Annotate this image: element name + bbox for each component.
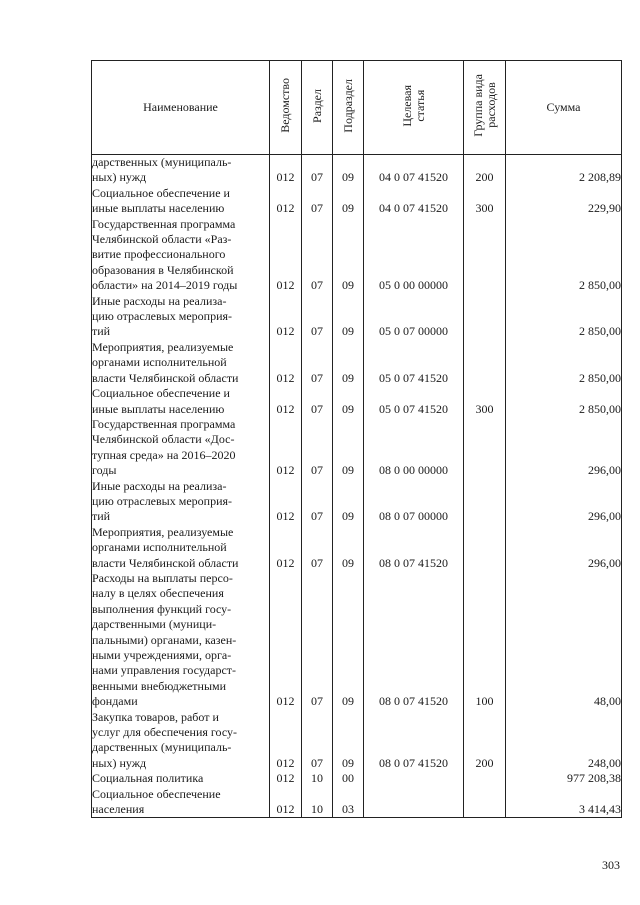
row-name [92, 155, 270, 186]
row-name-line: цию отраслевых мероприя- [92, 493, 233, 508]
row-name-line: услуг для обеспечения госу- [92, 725, 238, 740]
row-subsection: 09 [333, 386, 364, 417]
row-name-line: Челябинской области «Раз- [92, 232, 232, 247]
row-group [464, 787, 506, 818]
row-dept: 012 [270, 787, 302, 818]
budget-table [91, 60, 622, 818]
row-sum: 296,00 [506, 417, 622, 479]
row-name-line: ных) нужд [92, 755, 147, 770]
row-group: 100 [464, 571, 506, 710]
page-number: 303 [602, 858, 620, 872]
row-dept: 012 [270, 710, 302, 772]
row-section: 07 [302, 340, 333, 386]
row-target: 04 0 07 41520 [364, 155, 464, 186]
table-row [92, 479, 622, 525]
row-group [464, 771, 506, 786]
row-name-line: фондами [92, 694, 138, 709]
row-group [464, 294, 506, 340]
row-name-line: Мероприятия, реализуемые [92, 524, 234, 539]
table-row [92, 186, 622, 217]
row-target: 05 0 07 41520 [364, 340, 464, 386]
row-target: 05 0 00 00000 [364, 217, 464, 294]
row-target: 08 0 07 00000 [364, 479, 464, 525]
row-section: 07 [302, 217, 333, 294]
row-name-line: нами управления государст- [92, 663, 237, 678]
row-target: 05 0 07 00000 [364, 294, 464, 340]
row-sum: 2 850,00 [506, 340, 622, 386]
row-sum: 248,00 [506, 710, 622, 772]
row-subsection: 09 [333, 479, 364, 525]
row-sum: 3 414,43 [506, 787, 622, 818]
row-name [92, 787, 270, 818]
row-dept: 012 [270, 571, 302, 710]
row-name-line: Социальное обеспечение и [92, 386, 230, 401]
row-name-line: дарственных (муниципаль- [92, 155, 232, 169]
row-target [364, 771, 464, 786]
row-dept: 012 [270, 386, 302, 417]
row-dept: 012 [270, 217, 302, 294]
row-group: 200 [464, 155, 506, 186]
row-group [464, 340, 506, 386]
row-dept: 012 [270, 417, 302, 479]
row-dept: 012 [270, 294, 302, 340]
row-subsection: 09 [333, 294, 364, 340]
row-dept: 012 [270, 771, 302, 786]
row-name-line: годы [92, 463, 117, 478]
row-section: 07 [302, 155, 333, 186]
row-name-line: населения [92, 802, 145, 817]
row-name-line: Иные расходы на реализа- [92, 293, 227, 308]
row-name-line: Государственная программа [92, 416, 236, 431]
row-name-line: Государственная программа [92, 216, 236, 231]
table-row [92, 417, 622, 479]
row-name-line: Расходы на выплаты персо- [92, 570, 233, 585]
row-name-line: витие профессионального [92, 247, 226, 262]
row-name-line: ными учреждениями, орга- [92, 648, 232, 662]
row-subsection: 00 [333, 771, 364, 786]
row-dept: 012 [270, 186, 302, 217]
row-subsection: 09 [333, 710, 364, 772]
row-name [92, 340, 270, 386]
table-row [92, 710, 622, 772]
row-group [464, 525, 506, 571]
row-dept: 012 [270, 155, 302, 186]
row-group: 300 [464, 186, 506, 217]
row-name-line: Челябинской области «Дос- [92, 432, 235, 447]
row-section: 07 [302, 417, 333, 479]
header-dept: Ведомство [270, 61, 302, 155]
row-sum: 2 850,00 [506, 217, 622, 294]
row-name-line: ных) нужд [92, 170, 147, 185]
row-group [464, 417, 506, 479]
header-sum: Сумма [506, 61, 622, 155]
row-group: 200 [464, 710, 506, 772]
row-name [92, 525, 270, 571]
row-name-line: налу в целях обеспечения [92, 586, 224, 601]
row-name-line: дарственных (муниципаль- [92, 740, 232, 755]
row-name-line: выполнения функций госу- [92, 601, 232, 616]
row-name-line: Мероприятия, реализуемые [92, 339, 234, 354]
row-section: 07 [302, 186, 333, 217]
row-sum: 977 208,38 [506, 771, 622, 786]
row-subsection: 09 [333, 155, 364, 186]
table-header [92, 61, 622, 155]
row-name-line: органами исполнительной [92, 540, 227, 555]
row-name-line: тупная среда» на 2016–2020 [92, 447, 236, 462]
row-name [92, 771, 270, 786]
row-sum: 2 850,00 [506, 386, 622, 417]
row-name [92, 417, 270, 479]
row-subsection: 09 [333, 186, 364, 217]
row-target [364, 787, 464, 818]
row-subsection: 09 [333, 217, 364, 294]
row-name-line: власти Челябинской области [92, 370, 239, 385]
row-name-line: тий [92, 324, 111, 339]
row-section: 07 [302, 479, 333, 525]
row-name-line: Социальное обеспечение [92, 786, 221, 801]
header-section: Раздел [302, 61, 333, 155]
row-subsection: 03 [333, 787, 364, 818]
table-row [92, 155, 622, 186]
row-name-line: иные выплаты населению [92, 401, 225, 416]
row-group [464, 217, 506, 294]
row-name-line: Иные расходы на реализа- [92, 478, 227, 493]
row-section: 07 [302, 386, 333, 417]
row-sum: 229,90 [506, 186, 622, 217]
row-name [92, 217, 270, 294]
table-row [92, 340, 622, 386]
row-sum: 296,00 [506, 525, 622, 571]
row-name [92, 710, 270, 772]
row-target: 05 0 07 41520 [364, 386, 464, 417]
row-subsection: 09 [333, 571, 364, 710]
row-name [92, 186, 270, 217]
row-dept: 012 [270, 479, 302, 525]
table-row [92, 525, 622, 571]
row-name-line: органами исполнительной [92, 355, 227, 370]
row-name-line: венными внебюджетными [92, 678, 227, 693]
row-name-line: области» на 2014–2019 годы [92, 278, 238, 293]
row-sum: 2 208,89 [506, 155, 622, 186]
table-row [92, 771, 622, 786]
row-section: 07 [302, 571, 333, 710]
row-sum: 2 850,00 [506, 294, 622, 340]
row-target: 04 0 07 41520 [364, 186, 464, 217]
table-row [92, 294, 622, 340]
row-dept: 012 [270, 525, 302, 571]
row-name [92, 479, 270, 525]
row-name [92, 294, 270, 340]
header-subsection: Подраздел [333, 61, 364, 155]
row-group [464, 479, 506, 525]
table-row [92, 386, 622, 417]
table-row [92, 571, 622, 710]
header-name: Наименование [92, 61, 270, 155]
row-subsection: 09 [333, 417, 364, 479]
row-name-line: дарственными (муници- [92, 617, 217, 632]
row-section: 07 [302, 525, 333, 571]
row-name-line: пальными) органами, казен- [92, 632, 237, 647]
row-name-line: иные выплаты населению [92, 201, 225, 216]
row-target: 08 0 07 41520 [364, 571, 464, 710]
row-name [92, 571, 270, 710]
table-row [92, 217, 622, 294]
row-name-line: образования в Челябинской [92, 262, 234, 277]
table-row [92, 787, 622, 818]
row-group: 300 [464, 386, 506, 417]
row-subsection: 09 [333, 340, 364, 386]
row-section: 07 [302, 710, 333, 772]
row-target: 08 0 00 00000 [364, 417, 464, 479]
header-group: Группа вида расходов [464, 61, 506, 155]
row-target: 08 0 07 41520 [364, 525, 464, 571]
row-sum: 48,00 [506, 571, 622, 710]
row-name-line: Социальная политика [92, 771, 204, 786]
row-name-line: Закупка товаров, работ и [92, 709, 219, 724]
header-target: Целевая статья [364, 61, 464, 155]
row-section: 10 [302, 771, 333, 786]
row-name-line: цию отраслевых мероприя- [92, 309, 233, 324]
row-name-line: власти Челябинской области [92, 555, 239, 570]
row-sum: 296,00 [506, 479, 622, 525]
row-dept: 012 [270, 340, 302, 386]
row-section: 10 [302, 787, 333, 818]
row-name-line: тий [92, 509, 111, 524]
row-name [92, 386, 270, 417]
row-subsection: 09 [333, 525, 364, 571]
row-name-line: Социальное обеспечение и [92, 185, 230, 200]
row-target: 08 0 07 41520 [364, 710, 464, 772]
table-body [92, 155, 622, 818]
row-section: 07 [302, 294, 333, 340]
